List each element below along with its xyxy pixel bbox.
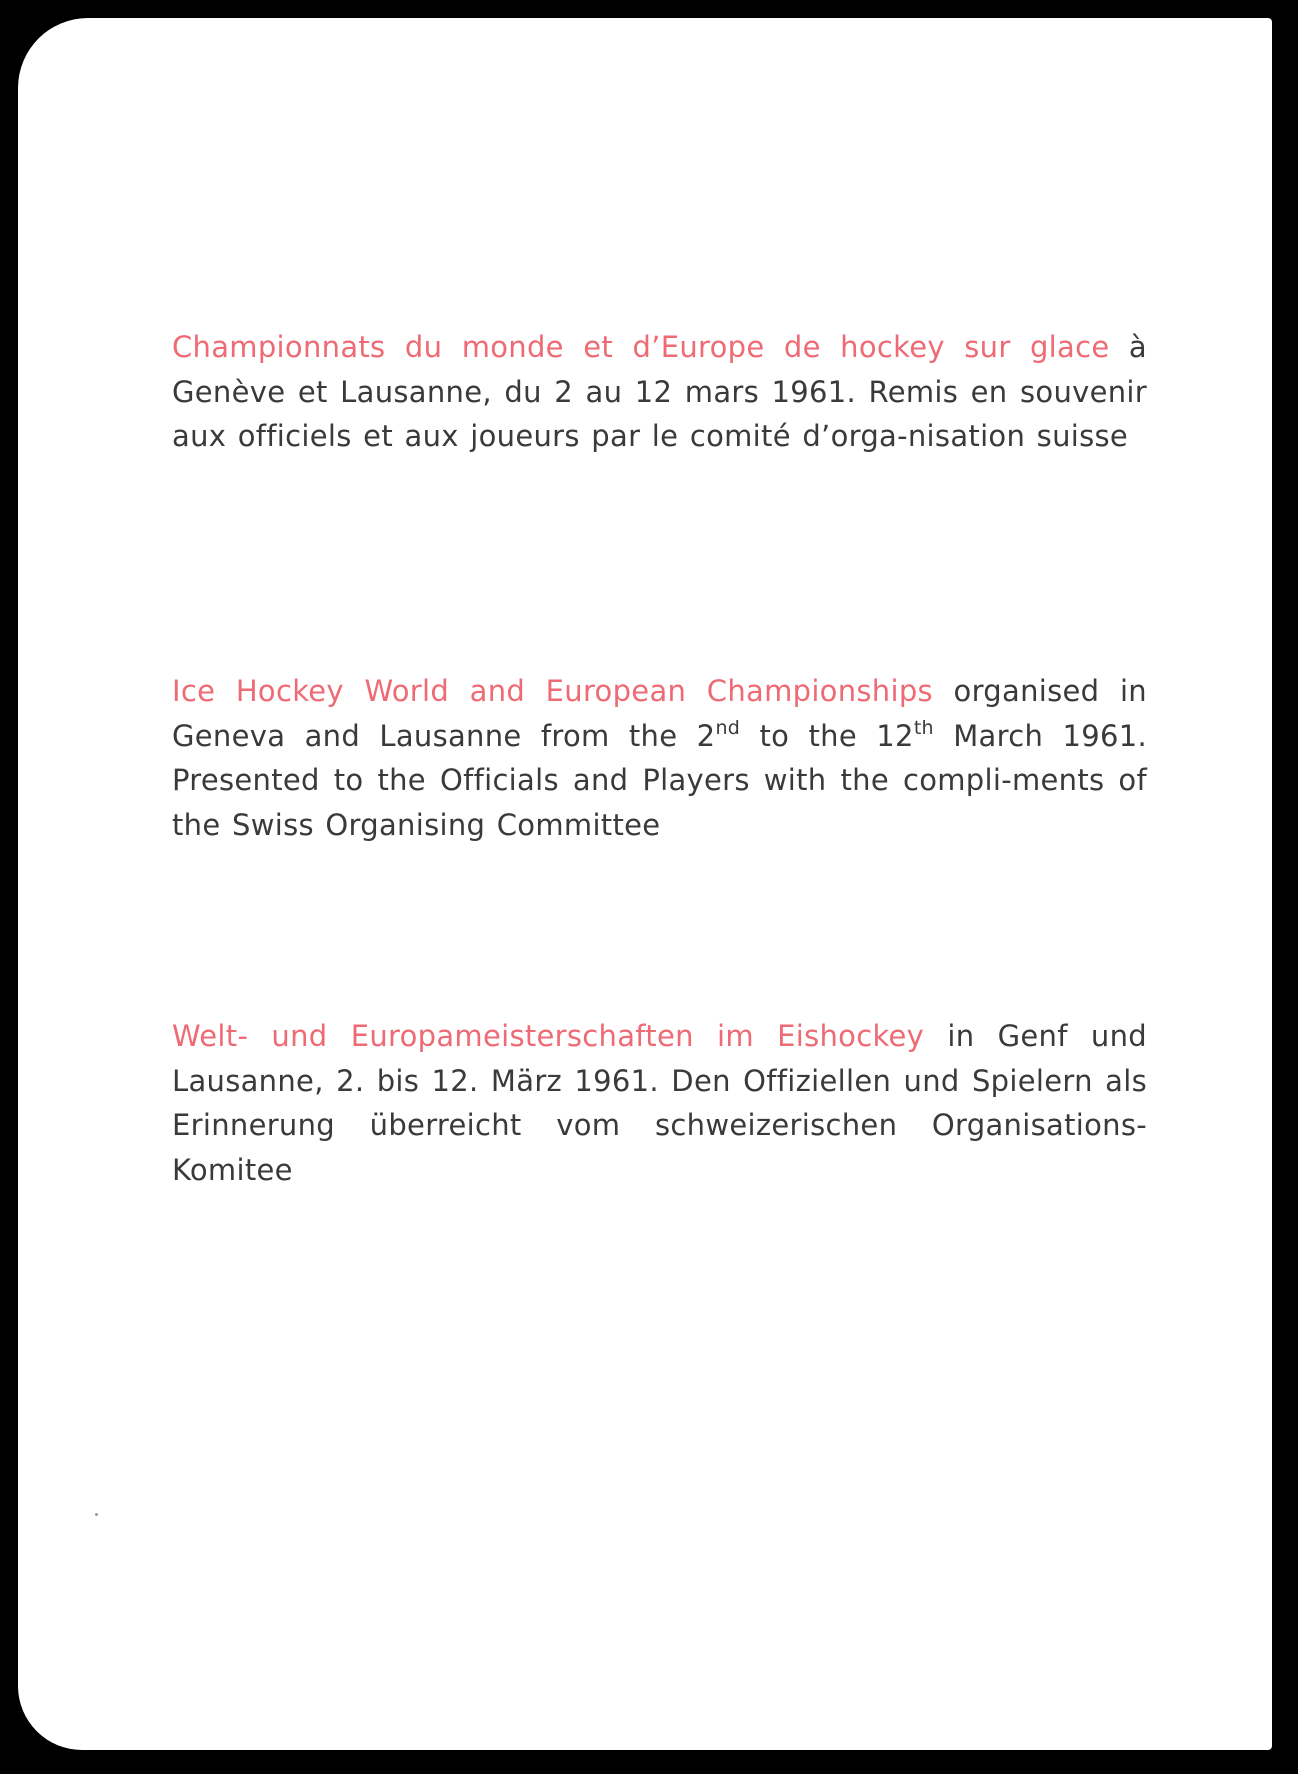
- english-body-part-1: organised in Geneva and Lausanne from the 2: [172, 674, 1147, 753]
- german-body: in Genf und Lausanne, 2. bis 12. März 1961. Den Offiziellen und Spielern als Erinnerung überreicht vom schweizerischen Organisations-Komitee: [172, 1019, 1147, 1187]
- paper-speck: [95, 1513, 98, 1516]
- french-body: à Genève et Lausanne, du 2 au 12 mars 1961. Remis en souvenir aux officiels et aux joueurs par le comité d’orga-nisation suisse: [172, 330, 1147, 453]
- french-heading: Championnats du monde et d’Europe de hockey sur glace: [172, 330, 1110, 364]
- english-heading: Ice Hockey World and European Championships: [172, 674, 933, 708]
- english-body-part-3: March 1961. Presented to the Officials and Players with the compli-ments of the Swiss Organising Committee: [172, 718, 1147, 842]
- german-dedication: [172, 1014, 1147, 1192]
- ordinal-suffix-th: th: [913, 716, 934, 739]
- dedication-card: [18, 18, 1272, 1750]
- english-dedication: [172, 669, 1147, 847]
- english-body-part-2: to the 12: [759, 718, 914, 753]
- ordinal-suffix-nd: nd: [715, 716, 741, 739]
- german-heading: Welt- und Europameisterschaften im Eishockey: [172, 1019, 925, 1053]
- french-dedication: [172, 325, 1147, 459]
